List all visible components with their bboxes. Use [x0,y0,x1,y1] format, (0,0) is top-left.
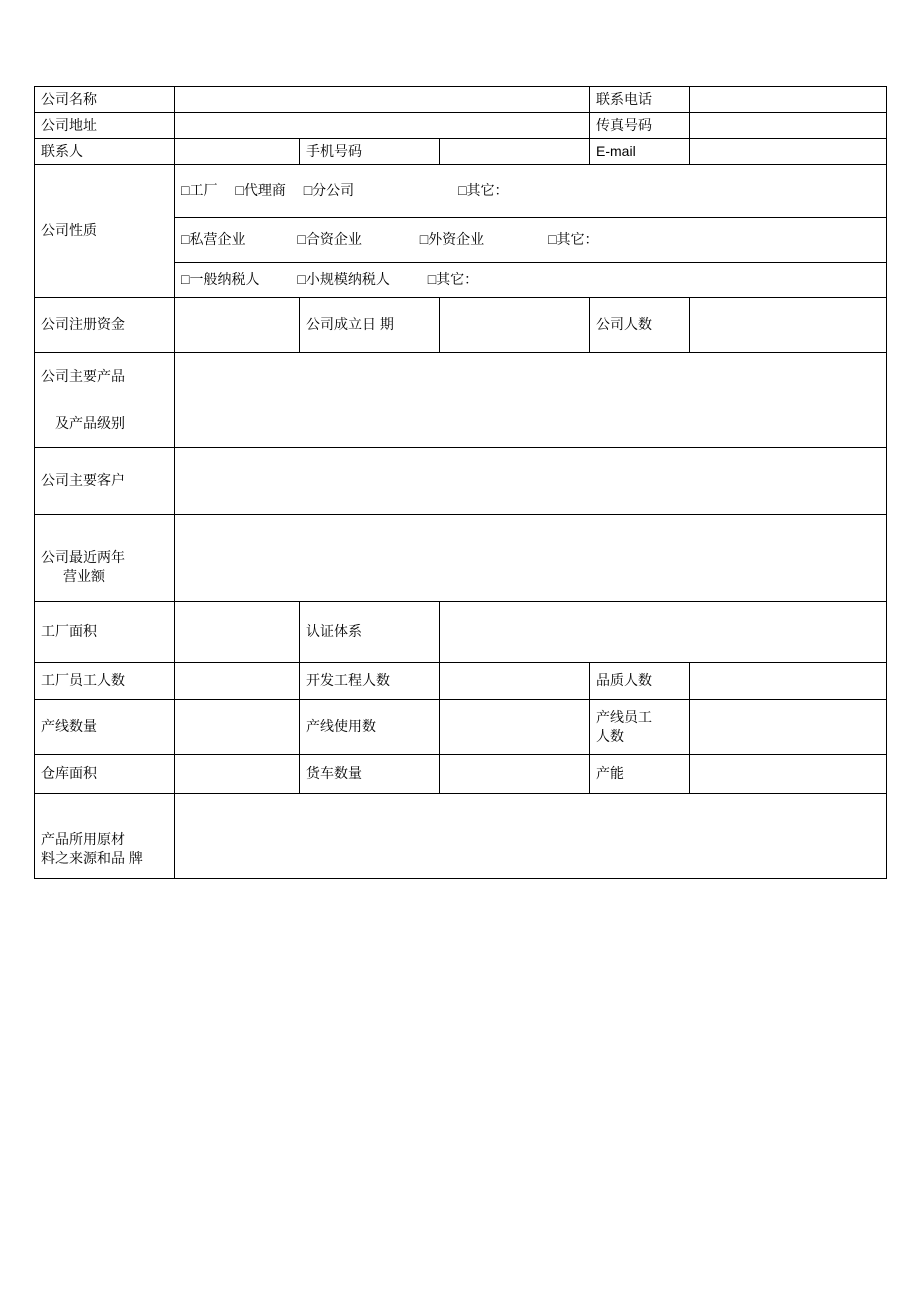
line-staff-label [590,699,690,754]
warehouse-area-input[interactable] [175,754,300,793]
table-row [35,793,887,878]
company-name-input[interactable] [175,87,590,113]
main-customers-input[interactable] [175,447,887,514]
headcount-label: 公司人数 [590,297,690,352]
checkbox-small-scale-taxpayer[interactable]: □小规模纳税人 [297,271,390,288]
checkbox-joint-venture[interactable]: □合资企业 [297,231,362,248]
mobile-label: 手机号码 [300,138,440,164]
company-address-input[interactable] [175,112,590,138]
raw-material-label [35,793,175,878]
warehouse-area-label: 仓库面积 [35,754,175,793]
quality-staff-input[interactable] [690,662,887,699]
table-row [35,352,887,447]
main-customers-label: 公司主要客户 [35,447,175,514]
factory-area-input[interactable] [175,601,300,662]
registered-capital-input[interactable] [175,297,300,352]
production-lines-input[interactable] [175,699,300,754]
quality-staff-label: 品质人数 [590,662,690,699]
table-row [35,699,887,754]
production-lines-label: 产线数量 [35,699,175,754]
email-input[interactable] [690,138,887,164]
recent-turnover-label-line2: 营业额 [63,567,105,584]
nature-options-row-1 [175,164,887,217]
main-products-label-line1: 公司主要产品 [41,367,125,384]
raw-material-input[interactable] [175,793,887,878]
nature-options-row-2 [175,217,887,262]
company-name-label: 公司名称 [35,87,175,113]
email-label: E-mail [590,138,690,164]
factory-staff-input[interactable] [175,662,300,699]
contact-phone-label: 联系电话 [590,87,690,113]
certification-input[interactable] [440,601,887,662]
recent-turnover-input[interactable] [175,514,887,601]
trucks-input[interactable] [440,754,590,793]
table-row [35,138,887,164]
main-products-input[interactable] [175,352,887,447]
capacity-input[interactable] [690,754,887,793]
table-row [35,514,887,601]
establish-date-label: 公司成立日 期 [300,297,440,352]
company-nature-label: 公司性质 [35,164,175,297]
factory-area-label: 工厂面积 [35,601,175,662]
capacity-label: 产能 [590,754,690,793]
line-staff-label-line1: 产线员工 [596,708,653,725]
table-row [35,754,887,793]
table-row [35,297,887,352]
main-products-label-line2: 及产品级别 [55,414,125,431]
trucks-label: 货车数量 [300,754,440,793]
company-address-label: 公司地址 [35,112,175,138]
dev-engineers-label: 开发工程人数 [300,662,440,699]
main-products-label [35,352,175,447]
table-row [35,164,887,217]
certification-label: 认证体系 [300,601,440,662]
lines-in-use-input[interactable] [440,699,590,754]
checkbox-other-2[interactable]: □其它： [548,231,599,248]
nature-options-row-3 [175,262,887,297]
contact-person-input[interactable] [175,138,300,164]
line-staff-input[interactable] [690,699,887,754]
contact-person-label: 联系人 [35,138,175,164]
contact-phone-input[interactable] [690,87,887,113]
fax-label: 传真号码 [590,112,690,138]
table-row [35,87,887,113]
fax-input[interactable] [690,112,887,138]
recent-turnover-label [35,514,175,601]
lines-in-use-label: 产线使用数 [300,699,440,754]
checkbox-branch[interactable]: □分公司 [303,182,355,199]
table-row [35,112,887,138]
factory-staff-label: 工厂员工人数 [35,662,175,699]
table-row [35,662,887,699]
registered-capital-label: 公司注册资金 [35,297,175,352]
table-row [35,601,887,662]
checkbox-private-enterprise[interactable]: □私营企业 [181,231,246,248]
mobile-input[interactable] [440,138,590,164]
checkbox-foreign-enterprise[interactable]: □外资企业 [419,231,485,248]
raw-material-label-line1: 产品所用原材 [41,830,125,847]
checkbox-other-1[interactable]: □其它： [458,182,509,199]
establish-date-input[interactable] [440,297,590,352]
recent-turnover-label-line1: 公司最近两年 [41,548,125,565]
headcount-input[interactable] [690,297,887,352]
checkbox-factory[interactable]: □工厂 [181,182,218,199]
company-info-form [34,86,887,879]
checkbox-other-3[interactable]: □其它： [427,271,479,288]
line-staff-label-line2: 人数 [596,727,625,744]
checkbox-agent[interactable]: □代理商 [235,182,286,199]
checkbox-general-taxpayer[interactable]: □一般纳税人 [181,271,260,288]
dev-engineers-input[interactable] [440,662,590,699]
raw-material-label-line2: 料之来源和品 牌 [41,849,143,866]
table-row [35,447,887,514]
